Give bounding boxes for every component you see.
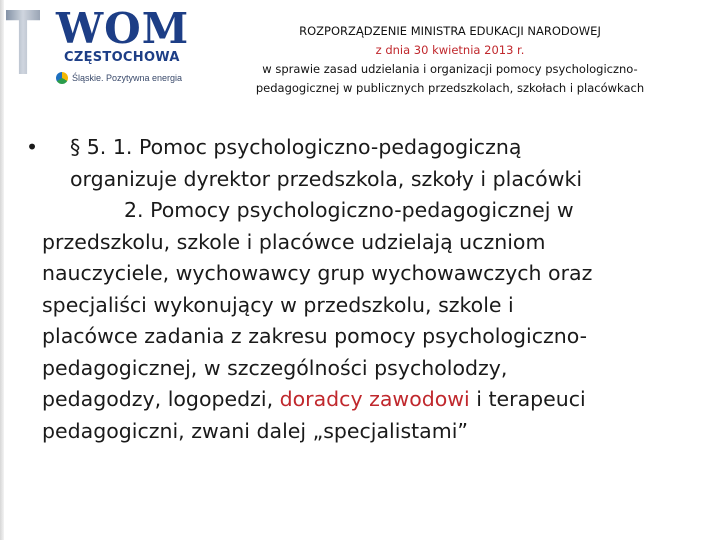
- paragraph-2-line-1: [42, 195, 702, 227]
- paragraph-2-line-5: placówce zadania z zakresu pomocy psychologiczno-: [42, 324, 588, 348]
- paragraph-2-line-8: pedagogiczni, zwani dalej „specjalistami”: [42, 418, 469, 443]
- header-line-1: ROZPORZĄDZENIE MINISTRA EDUKACJI NARODOWEJ: [299, 24, 601, 38]
- paragraph-2-line-4: specjaliści wykonujący w przedszkolu, szkole i: [42, 292, 514, 317]
- p2-line7-b: i terapeuci: [469, 387, 586, 411]
- header-date: z dnia 30 kwietnia 2013 r.: [375, 43, 525, 57]
- highlight-doradcy-zawodowi: doradcy zawodowi: [279, 387, 470, 411]
- left-frame-border: [0, 0, 4, 540]
- logo-city: CZĘSTOCHOWA: [64, 50, 180, 65]
- slide-body: [26, 132, 702, 447]
- wom-logo: [6, 6, 196, 90]
- regulation-header: [212, 22, 688, 98]
- logo-tagline: Śląskie. Pozytywna energia: [72, 73, 183, 83]
- paragraph-2: [42, 195, 702, 447]
- logo-tagline-row: [56, 70, 182, 86]
- p1-text-a: Pomoc psychologiczno-pedagogiczną: [132, 135, 522, 159]
- paragraph-1: [42, 132, 702, 195]
- bullet-marker: •: [26, 135, 39, 159]
- p2-line7-a: pedagodzy, logopedzi,: [42, 387, 280, 411]
- paragraph-2-line-2: przedszkolu, szkole i placówce udzielają uczniom: [42, 229, 546, 254]
- p2-text-a: Pomocy psychologiczno-pedagogicznej w: [143, 198, 574, 222]
- paragraph-2-line-7: [42, 384, 702, 416]
- p1-number: 1.: [112, 135, 133, 159]
- paragraph-2-line-6: pedagogicznej, w szczególności psycholodzy,: [42, 355, 508, 380]
- p2-number: 2.: [124, 198, 144, 222]
- paragraph-1-line-2: organizuje dyrektor przedszkola, szkoły i placówki: [70, 166, 583, 191]
- section-number: § 5.: [70, 135, 107, 159]
- logo-t-mark-icon: [6, 10, 40, 74]
- logo-title: WOM: [56, 4, 190, 53]
- header-line-3: w sprawie zasad udzielania i organizacji pomocy psychologiczno-: [262, 62, 638, 76]
- paragraph-2-line-3: nauczyciele, wychowawcy grup wychowawczych oraz: [42, 261, 593, 285]
- header-line-4: pedagogicznej w publicznych przedszkolach, szkołach i placówkach: [255, 81, 645, 95]
- slaskie-emblem-icon: [56, 72, 68, 84]
- paragraph-1-line-1: [42, 132, 674, 164]
